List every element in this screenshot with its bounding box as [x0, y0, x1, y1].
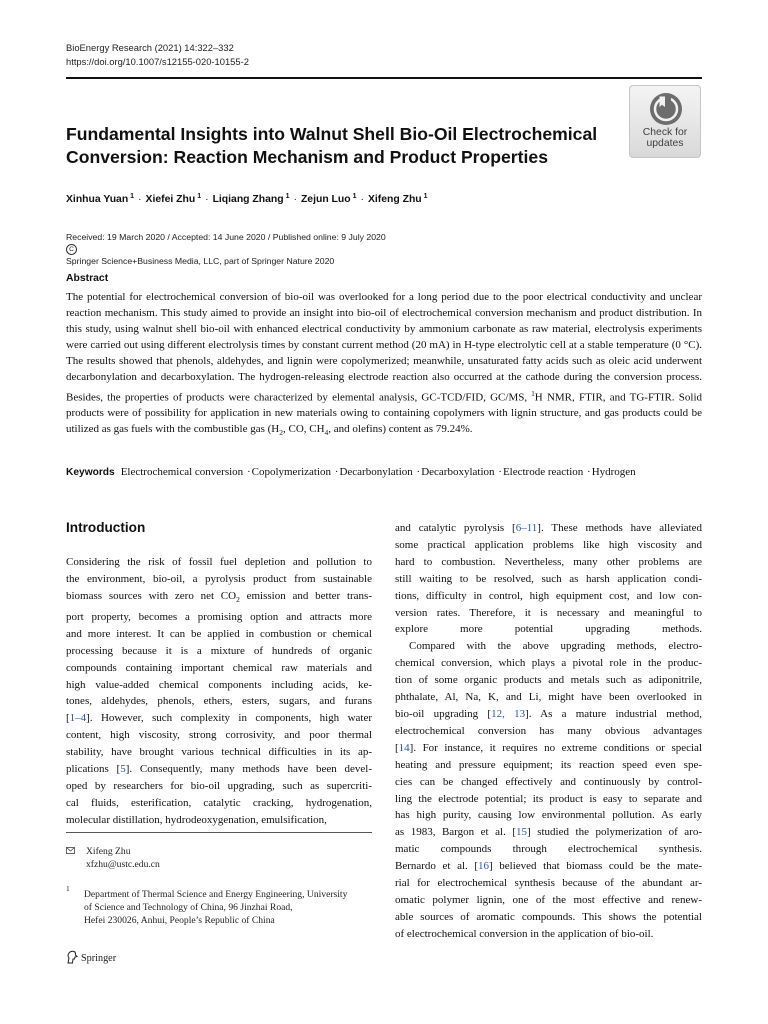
text-line: bio-oil upgrading [12, 13]. As a mature industrial method,: [395, 707, 703, 720]
author[interactable]: Zejun Luo $^1$: [300, 193, 357, 205]
publication-dates: [66, 231, 386, 268]
title-line-1: Fundamental Insights into Walnut Shell Bio-Oil Electrochemical: [66, 124, 598, 144]
copyright-icon: C: [66, 244, 77, 255]
text-line: phthalate, Al, Na, K, and Li, might have been overlooked in: [395, 691, 702, 704]
author-separator: ·: [205, 194, 209, 205]
intro-left-column: [66, 554, 372, 829]
text-line: molecular distillation, hydrodeoxygenation, emulsification,: [66, 813, 327, 826]
check-for-updates-icon: [649, 92, 683, 126]
text-line: and more interest. It can be applied in combustion or chemical: [66, 627, 372, 640]
corresponding-email[interactable]: xfzhu@ustc.edu.cn: [86, 859, 160, 870]
keyword: Electrochemical conversion: [120, 466, 244, 478]
publisher-logo: [66, 950, 116, 964]
citation-link[interactable]: 5: [120, 763, 126, 776]
keyword: Decarboxylation: [421, 466, 495, 478]
badge-line-2: updates: [646, 137, 684, 149]
text-line: high value-added chemical components including acids, ke-: [66, 678, 372, 691]
publisher-name: Springer: [81, 953, 117, 964]
keyword: Copolymerization: [251, 466, 332, 478]
text-line: omatic polymer lignin, one of the most effective and renew-: [395, 893, 702, 906]
text-line: cies can be changed effectively and continuously by control-: [395, 775, 702, 788]
text-line: tion of some organic products and metals such as adiponitrile,: [395, 674, 702, 687]
affiliation-line: Department of Thermal Science and Energy Engineering, University: [84, 889, 348, 900]
text-line: of electrochemical conversion in the application of bio-oil.: [395, 927, 654, 940]
author-separator: ·: [293, 194, 297, 205]
header-rule: [66, 77, 702, 79]
text-line: able sources of aromatic compounds. This shows the potential: [395, 910, 702, 923]
abstract-heading: Abstract: [66, 273, 109, 284]
text-line: tions, difficulty in control, high equipment cost, and low con-: [395, 589, 702, 602]
text-line: ling the electrode potential; its product is easy to separate and: [395, 792, 702, 805]
text-line: hard to combustion. Nevertheless, many other problems are: [395, 555, 702, 568]
text-line: plications [5]. Consequently, many methods have been devel-: [66, 763, 373, 776]
text-line: rial for electrochemical synthesis because of the abundant ar-: [395, 877, 702, 890]
mail-icon: [66, 847, 75, 854]
text-line: stability, have brought various technical difficulties in its ap-: [66, 746, 372, 759]
springer-horse-icon: [66, 950, 78, 964]
dates-line: Received: 19 March 2020 / Accepted: 14 June 2020 / Published online: 9 July 2020: [66, 232, 386, 242]
text-line: Compared with the above upgrading methods, electro-: [409, 640, 702, 653]
keyword: Hydrogen: [591, 466, 636, 478]
text-line: has high purity, causing low environmental pollution. As early: [395, 809, 702, 822]
citation-link[interactable]: 14: [398, 741, 410, 754]
article-title: [66, 123, 626, 168]
citation-link[interactable]: 12, 13: [491, 707, 526, 720]
text-line: port property, becomes a promising option and attracts more: [66, 610, 372, 623]
author-separator: ·: [138, 194, 142, 205]
text-line: biomass sources with zero net $CO_2$ emission and better trans-: [66, 589, 372, 604]
journal-header: [66, 41, 249, 69]
author[interactable]: Xifeng Zhu $^1$: [367, 193, 428, 205]
keywords-label: Keywords: [66, 467, 115, 478]
text-line: [14]. For instance, it requires no extreme conditions or special: [395, 741, 702, 754]
text-line: as 1983, Bargon et al. [15] studied the polymerization of aro-: [395, 826, 703, 839]
copyright-line: C Springer Science+Business Media, LLC, part of Springer Nature 2020: [66, 246, 335, 266]
text-line: cal fluids, esterification, catalytic cracking, hydrogenation,: [66, 796, 372, 809]
text-line: explore more potential upgrading methods.: [395, 623, 702, 636]
text-line: processing because it is a mixture of hundreds of organic: [66, 644, 372, 657]
affiliation-number: 1: [66, 884, 70, 893]
text-line: Bernardo et al. [16] believed that biomass could be the mate-: [395, 860, 703, 873]
affiliation-line: of Science and Technology of China, 96 Jinzhai Road,: [84, 902, 293, 914]
text-line: the environment, bio-oil, a pyrolysis product from sustainable: [66, 572, 372, 585]
text-line: content, high viscosity, strong corrosivity, and poor thermal: [66, 729, 372, 742]
author[interactable]: Xiefei Zhu $^1$: [145, 193, 202, 205]
text-line: [1–4]. However, such complexity in components, high water: [66, 712, 372, 725]
author[interactable]: Liqiang Zhang $^1$: [212, 193, 290, 205]
text-line: chemical conversion, which plays a pivotal role in the produc-: [395, 657, 702, 670]
affiliation: [84, 888, 376, 928]
author[interactable]: Xinhua Yuan $^1$: [66, 193, 135, 205]
keyword: Decarbonylation: [339, 466, 413, 478]
text-line: electrochemical conversion has many obvious advantages: [395, 724, 702, 737]
citation-link[interactable]: 1–4: [69, 712, 87, 725]
text-line: still waiting to be resolved, such as harsh application condi-: [395, 572, 702, 585]
footnote-rule: [66, 832, 372, 833]
citation-link[interactable]: 15: [516, 826, 528, 839]
text-line: and catalytic pyrolysis [6–11]. These methods have alleviated: [395, 522, 702, 534]
keywords: [66, 465, 726, 480]
check-for-updates-badge[interactable]: [629, 85, 701, 158]
corresponding-name: Xifeng Zhu: [86, 846, 131, 857]
affiliation-line: Hefei 230026, Anhui, People’s Republic of China: [84, 915, 275, 927]
citation-link[interactable]: 16: [478, 860, 490, 873]
abstract-text: The potential for electrochemical conversion of bio-oil was overlooked for a long period due to the poor electrical conductivity and unclear reaction mechanism. This study aimed to provide an insight into bio-oil of electrochemical conversion mechanism and product distribution. In this study, using walnut shell bio-oil with enhanced electrical conductivity by ammonium carbonate as raw material, electrolysis experiments were carried out using different electrolysis times by constant current method (20 mA) in H-type electrolytic cell at a stable temperature (0 °C). The results showed that phenols, aldehydes, and lignin were copolymerized; meanwhile, unsaturated fatty acids such as oleic acid underwent decarbonylation and decarboxylation. The hydrogen-releasing electrode reaction also occurred at the cathode during the conversion process. Besides, the properties of products were characterized by elemental analysis, GC-TCD/FID, GC/MS, $^1$H NMR, FTIR, and TG-FTIR. Solid products were of possibility for application in new materials owing to containing copolymers with lignin structure, and gas products could be utilized as gas fuels with the combustible gas ($H_2$, CO, $CH_4$, and olefins) content as 79.24%.: [66, 291, 702, 438]
keyword-list: Electrochemical conversion ·Copolymerization ·Decarbonylation ·Decarboxylation ·Electrode reaction ·Hydrogen: [120, 466, 636, 478]
text-line: version rates. Therefore, it is necessary and meaningful to: [395, 606, 702, 619]
doi-link[interactable]: https://doi.org/10.1007/s12155-020-10155-2: [66, 56, 249, 67]
text-line: tones, aldehydes, phenols, ethers, esters, sugars, and furans: [66, 695, 372, 708]
text-line: heating and pressure equipment; its reaction speed even spe-: [395, 758, 702, 771]
intro-right-column: [395, 520, 702, 943]
text-line: compounds containing important chemical raw materials and: [66, 661, 372, 674]
author-list: [66, 190, 428, 207]
badge-line-1: Check for: [642, 127, 688, 138]
citation-link[interactable]: 6–11: [515, 522, 538, 534]
journal-citation: BioEnergy Research (2021) 14:322–332: [66, 42, 234, 53]
text-line: some practical application problems like high viscosity and: [395, 538, 702, 551]
introduction-heading: Introduction: [66, 520, 146, 535]
badge-text: [630, 128, 700, 149]
author-separator: ·: [360, 194, 364, 205]
text-line: matic compounds through electrochemical synthesis.: [395, 843, 702, 856]
text-line: Considering the risk of fossil fuel depletion and pollution to: [66, 556, 372, 568]
text-line: oped by researchers for bio-oil upgrading, such as supercriti-: [66, 779, 372, 792]
keyword: Electrode reaction: [502, 466, 584, 478]
title-line-2: Conversion: Reaction Mechanism and Product Properties: [66, 146, 548, 167]
